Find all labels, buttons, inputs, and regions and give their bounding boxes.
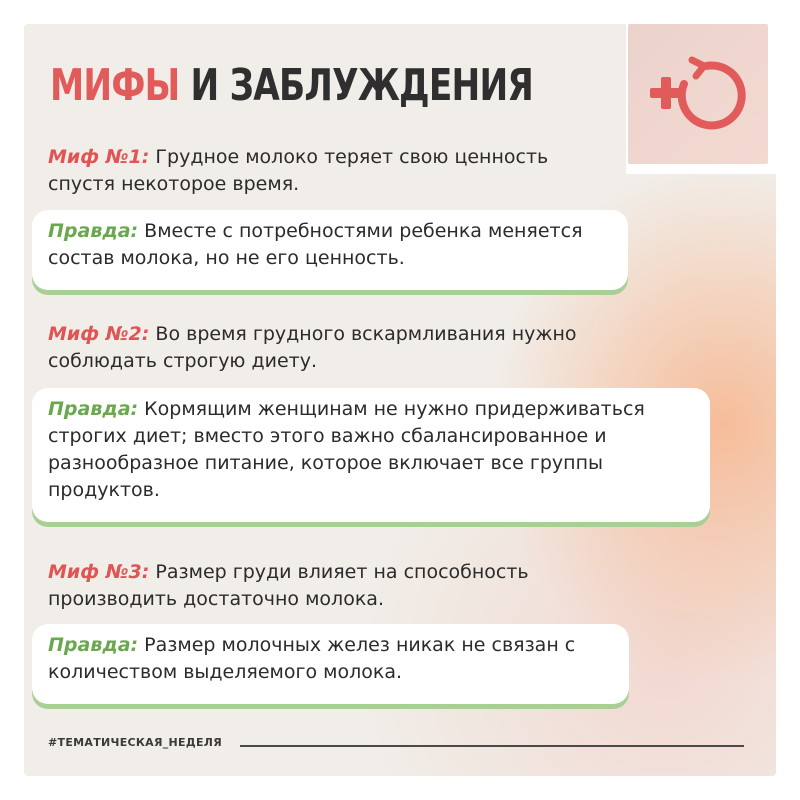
myth-2 [48,321,608,375]
truth-label: Правда: [48,398,139,420]
truth-2 [32,388,710,522]
truth-text: Размер молочных желез никак не связан с количеством выделяемого молока. [48,634,576,683]
myth-text: Во время грудного вскармливания нужно соблюдать строгую диету. [48,323,577,372]
myth-text: Грудное молоко теряет свою ценность спустя некоторое время. [48,146,549,195]
myth-3 [48,559,608,613]
myth-label: Миф №2: [48,323,150,345]
truth-text: Кормящим женщинам не нужно придерживаться строгих диет; вместо этого важно сбалансированное и разнообразное питание, которое включает все группы продуктов. [48,398,645,501]
truth-1 [32,210,628,290]
truth-3 [32,624,629,704]
logo [628,24,768,164]
footer-divider [240,745,744,747]
truth-text: Вместе с потребностями ребенка меняется состав молока, но не его ценность. [48,220,583,269]
myth-text: Размер груди влияет на способность производить достаточно молока. [48,561,529,610]
truth-label: Правда: [48,634,139,656]
plus-refresh-icon [646,44,750,144]
title-part-2: И ЗАБЛУЖДЕНИЯ [190,60,534,111]
title-part-1: МИФЫ [50,60,180,111]
hashtag: #ТЕМАТИЧЕСКАЯ_НЕДЕЛЯ [48,736,222,749]
page-title [50,60,534,111]
myth-1 [48,144,608,198]
info-card [24,24,776,776]
myth-label: Миф №3: [48,561,150,583]
truth-label: Правда: [48,220,139,242]
myth-label: Миф №1: [48,146,150,168]
